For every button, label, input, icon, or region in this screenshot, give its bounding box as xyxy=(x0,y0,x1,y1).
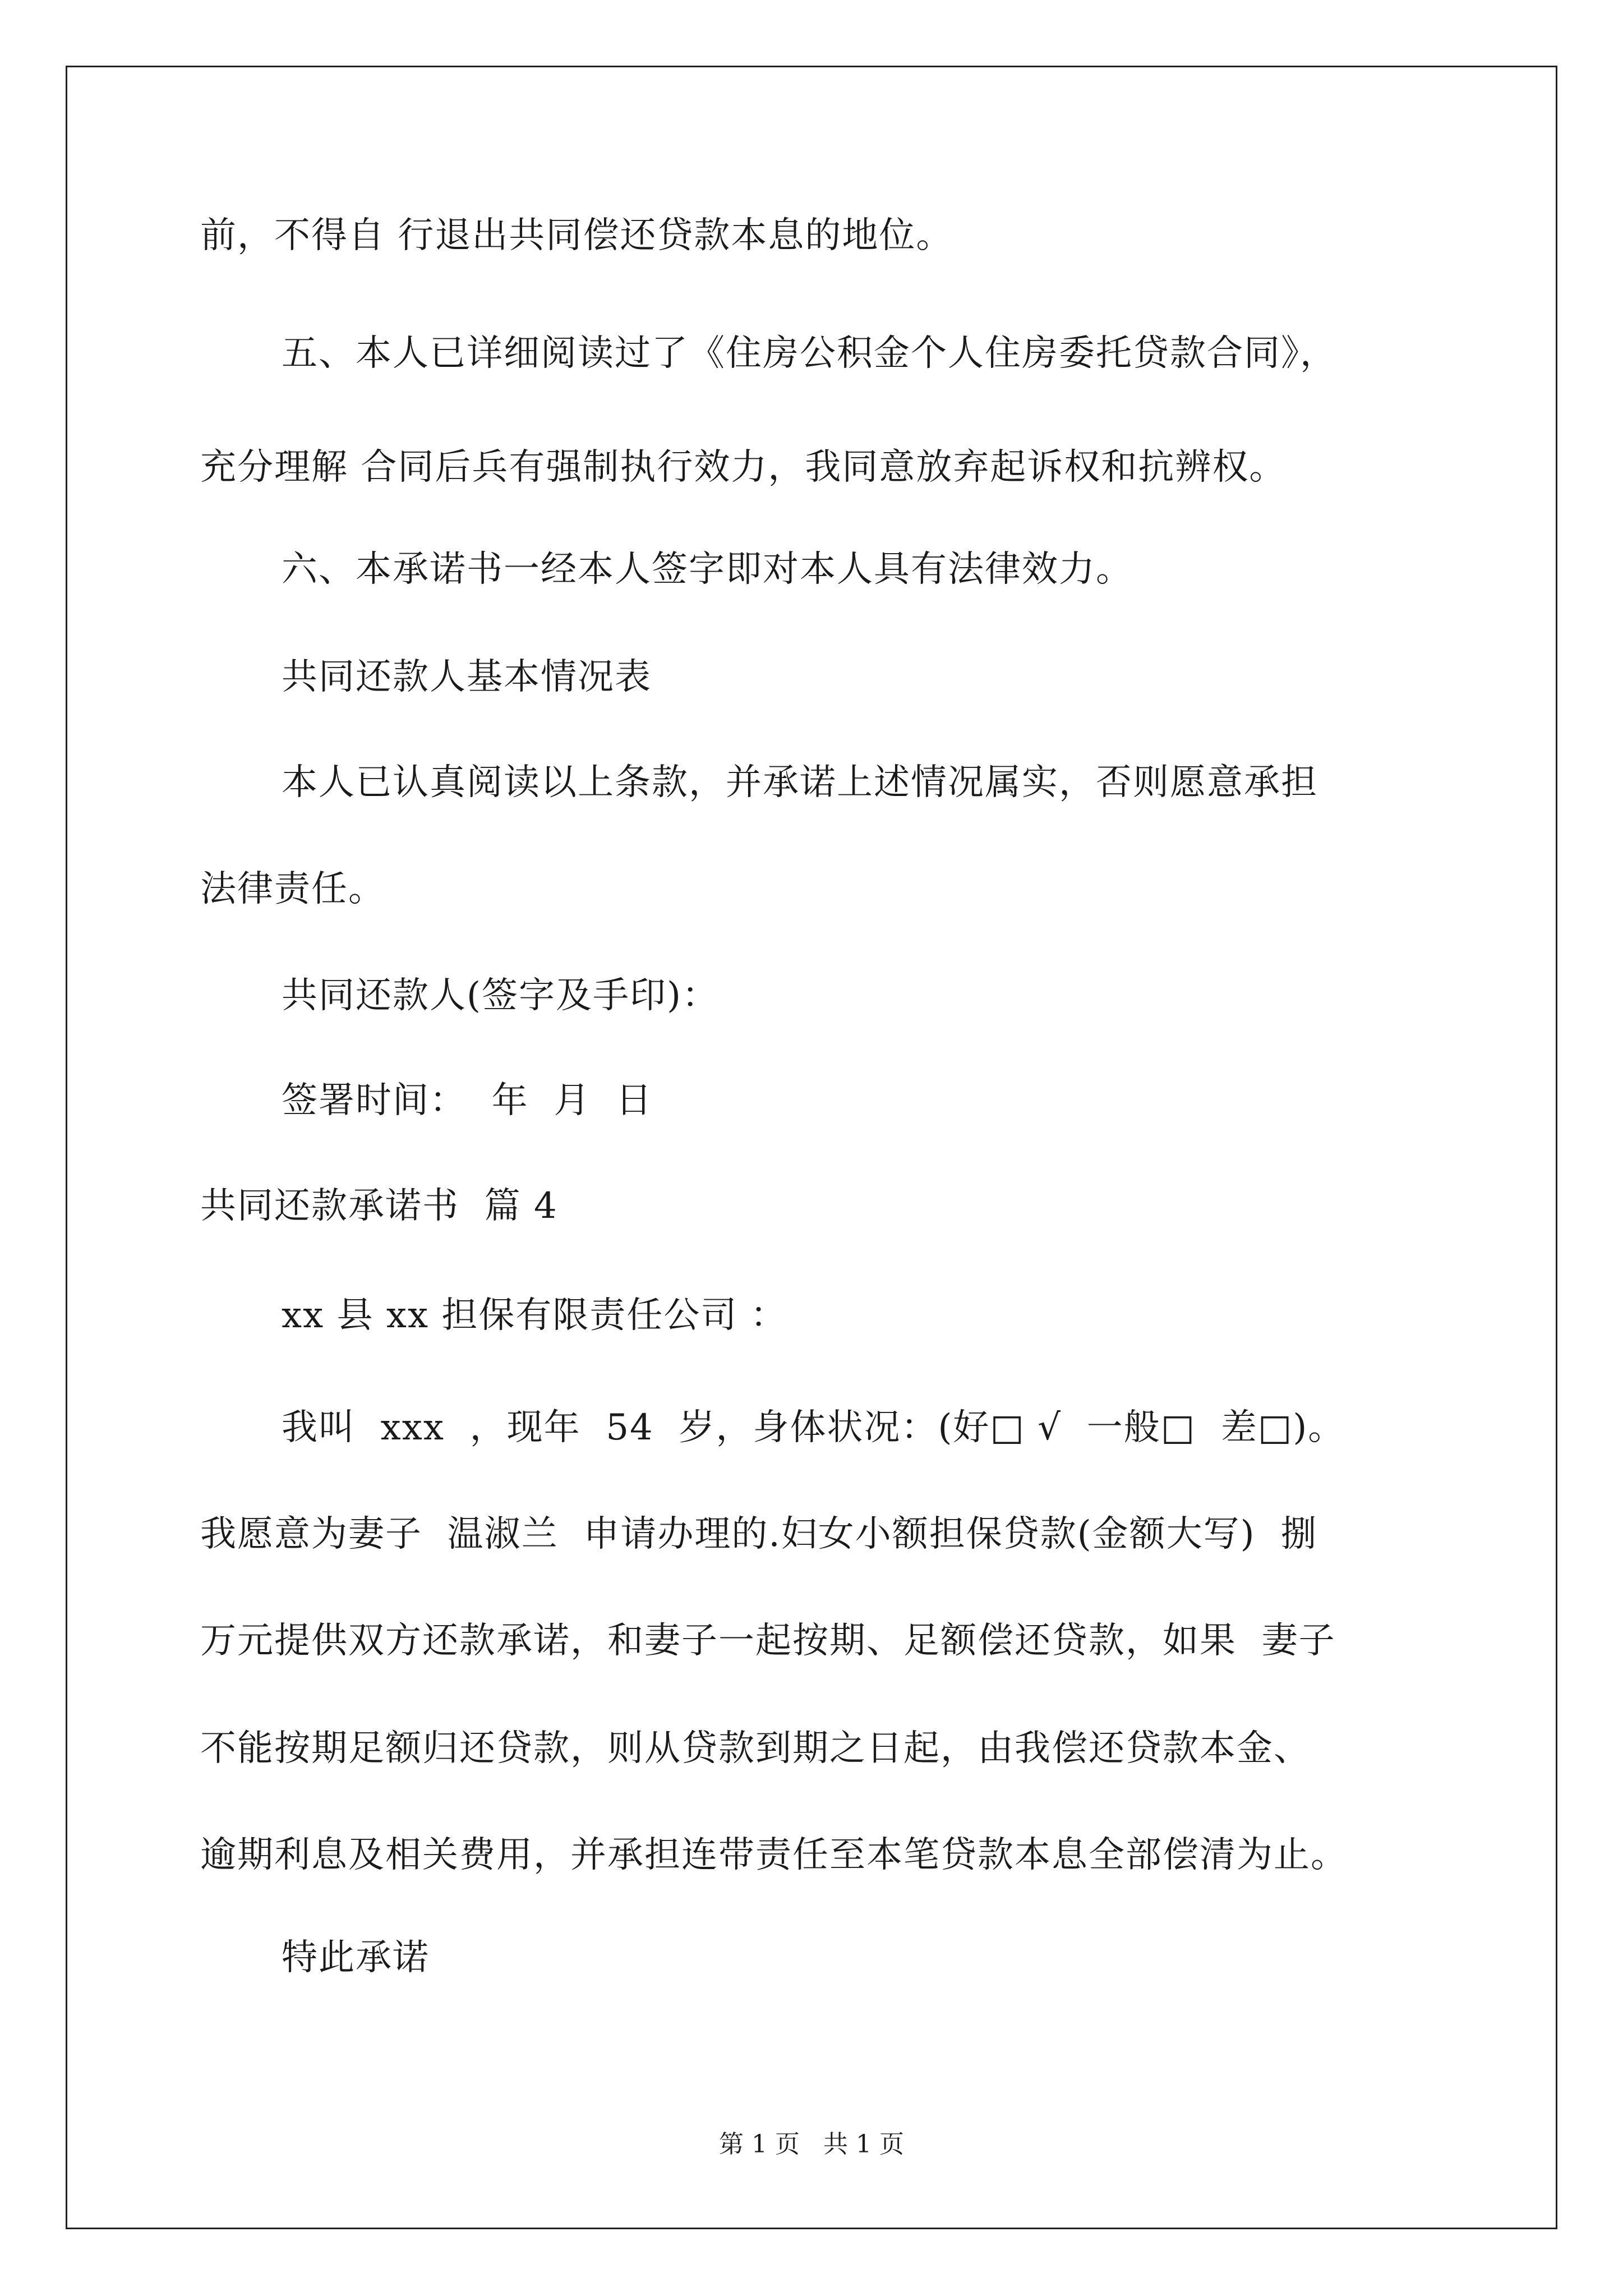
body-line: 逾期利息及相关费用，并承担连带责任至本笔贷款本息全部偿清为止。 xyxy=(200,1834,1348,1876)
body-line: 本人已认真阅读以上条款，并承诺上述情况属实，否则愿意承担 xyxy=(282,762,1318,803)
addressee-line: xx 县 xx 担保有限责任公司 ： xyxy=(282,1295,787,1336)
body-line: 万元提供双方还款承诺，和妻子一起按期、足额偿还贷款，如果 妻子 xyxy=(200,1620,1336,1662)
body-line: 我愿意为妻子 温淑兰 申请办理的.妇女小额担保贷款(金额大写) 捌 xyxy=(200,1513,1318,1555)
body-line: 法律责任。 xyxy=(200,868,385,910)
page-number: 第 1 页 共 1 页 xyxy=(719,2130,904,2159)
page-border xyxy=(66,66,1557,2229)
body-line: 五、本人已详细阅读过了《住房公积金个人住房委托贷款合同》， xyxy=(282,333,1337,374)
body-line: 不能按期足额归还贷款，则从贷款到期之日起，由我偿还贷款本金、 xyxy=(200,1728,1311,1769)
body-line: 六、本承诺书一经本人签字即对本人具有法律效力。 xyxy=(282,549,1133,590)
body-line: 我叫 xxx ，现年 54 岁，身体状况：(好□ √ 一般□ 差□)。 xyxy=(282,1407,1345,1448)
body-line: 充分理解 合同后兵有强制执行效力，我同意放弃起诉权和抗辨权。 xyxy=(200,447,1287,488)
body-line: 前，不得自 行退出共同偿还贷款本息的地位。 xyxy=(200,215,953,256)
section-heading: 共同还款人基本情况表 xyxy=(282,656,652,698)
document-title: 共同还款承诺书 篇 4 xyxy=(200,1185,558,1227)
date-line: 签署时间： 年 月 日 xyxy=(282,1080,653,1121)
closing-line: 特此承诺 xyxy=(282,1937,430,1978)
signature-line: 共同还款人(签字及手印)： xyxy=(282,975,719,1016)
